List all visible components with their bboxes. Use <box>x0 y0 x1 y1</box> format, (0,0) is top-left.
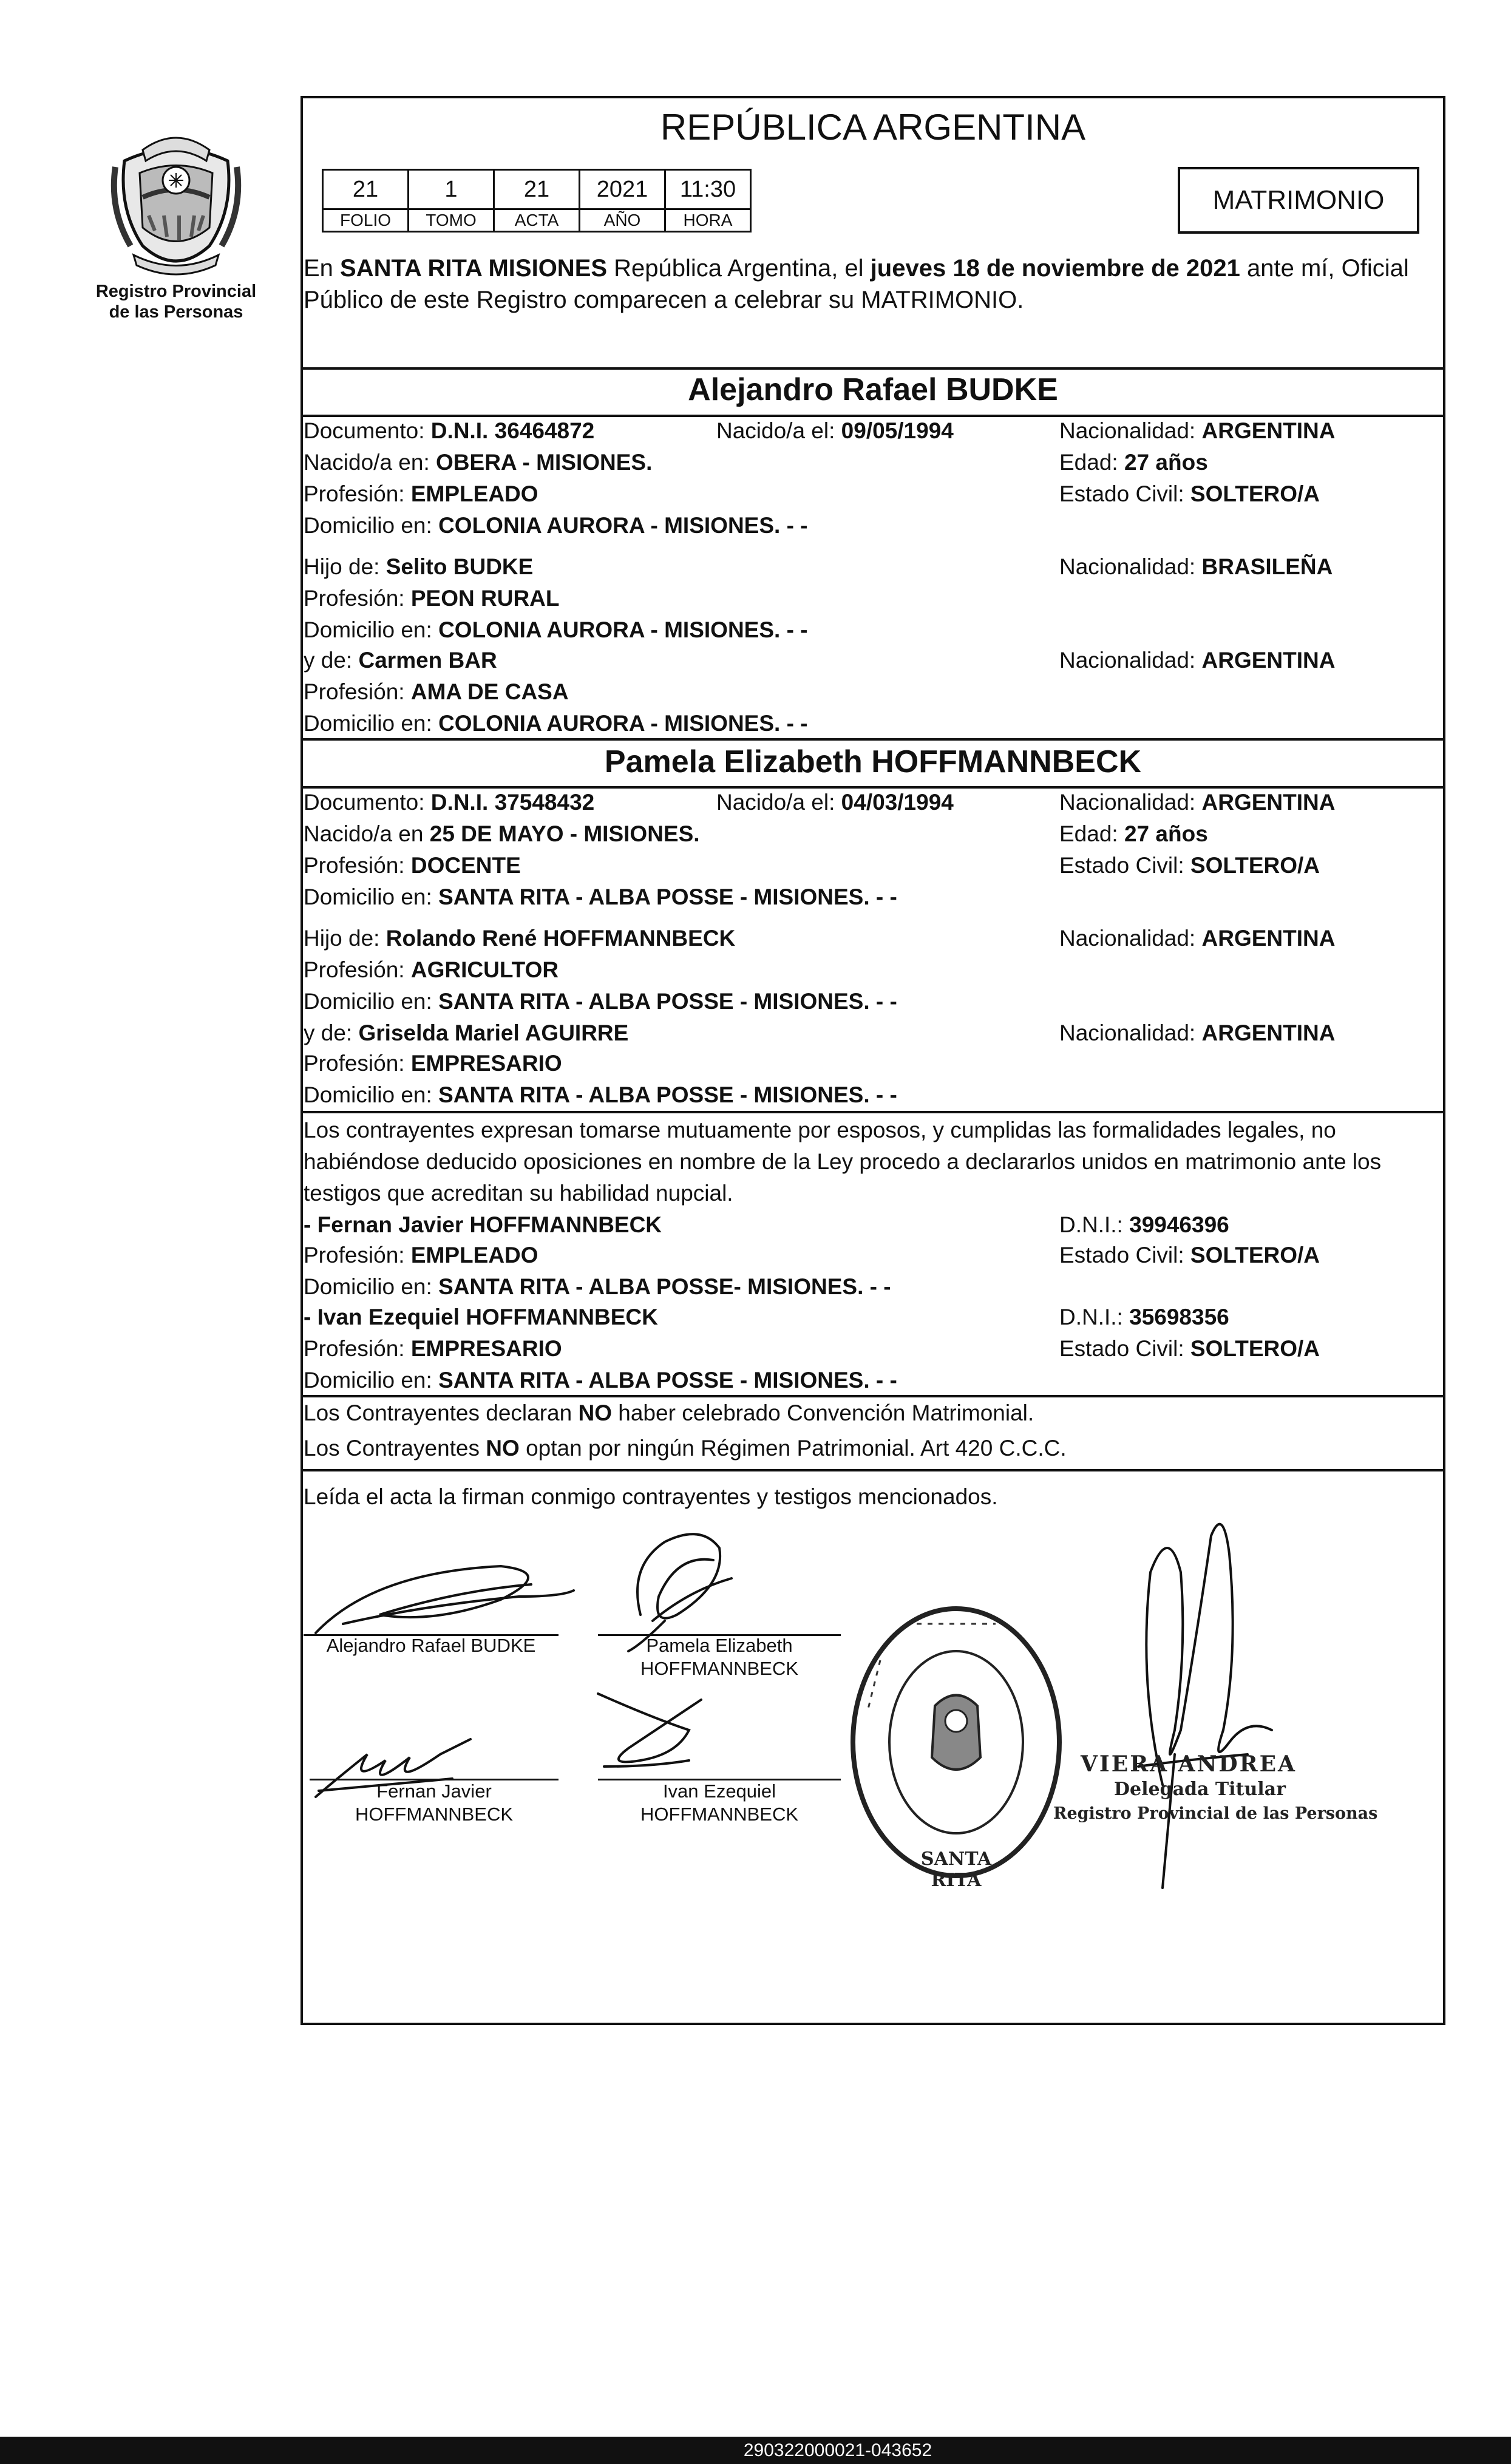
anio-label: AÑO <box>580 209 665 232</box>
spouse1-age: Edad: 27 años <box>1059 450 1208 475</box>
official-role: Delegada Titular <box>1114 1779 1286 1800</box>
official-office: Registro Provincial de las Personas <box>1053 1804 1378 1823</box>
intro-place: SANTA RITA MISIONES <box>340 255 608 282</box>
spouse1-father-profession: Profesión: PEON RURAL <box>304 586 560 611</box>
divider <box>301 786 1445 789</box>
spouse2-mother-nationality: Nacionalidad: ARGENTINA <box>1059 1020 1336 1045</box>
signature-alejandro <box>316 1566 574 1633</box>
closing-statement: Leída el acta la firman conmigo contrayentes y testigos mencionados. <box>304 1484 998 1509</box>
logo-line-1: Registro Provincial <box>95 282 257 301</box>
signature-ivan <box>598 1694 701 1767</box>
spouse2-name: Pamela Elizabeth HOFFMANNBECK <box>604 744 1142 779</box>
spouse1-mother: y de: Carmen BAR <box>304 648 497 673</box>
hora-label: HORA <box>665 209 751 232</box>
spouse1-profession: Profesión: EMPLEADO <box>304 481 538 506</box>
witness2-address: Domicilio en: SANTA RITA - ALBA POSSE - MISIONES. - - <box>304 1368 897 1393</box>
spouse1-document: Documento: D.N.I. 36464872 <box>304 418 595 443</box>
acta-value: 21 <box>494 170 580 209</box>
spouse2-document: Documento: D.N.I. 37548432 <box>304 790 595 815</box>
witness1-address: Domicilio en: SANTA RITA - ALBA POSSE- MISIONES. - - <box>304 1274 891 1299</box>
witness1-dni: D.N.I.: 39946396 <box>1059 1212 1229 1237</box>
folio-value: 21 <box>323 170 409 209</box>
spouse2-father-nationality: Nacionalidad: ARGENTINA <box>1059 926 1336 951</box>
spouse2-father-profession: Profesión: AGRICULTOR <box>304 957 559 982</box>
spouse2-age: Edad: 27 años <box>1059 821 1208 846</box>
folio-label: FOLIO <box>323 209 409 232</box>
spouse1-mother-profession: Profesión: AMA DE CASA <box>304 679 569 704</box>
spouse2-father: Hijo de: Rolando René HOFFMANNBECK <box>304 926 736 951</box>
act-type-box: MATRIMONIO <box>1178 167 1419 234</box>
spouse2-nationality: Nacionalidad: ARGENTINA <box>1059 790 1336 815</box>
spouse1-birthdate: Nacido/a el: 09/05/1994 <box>716 418 954 443</box>
official-name: VIERA ANDREA <box>1081 1751 1297 1777</box>
spouse2-mother: y de: Griselda Mariel AGUIRRE <box>304 1020 629 1045</box>
tomo-label: TOMO <box>409 209 494 232</box>
spouse1-mother-address: Domicilio en: COLONIA AURORA - MISIONES. - - <box>304 711 808 736</box>
registry-stamp <box>844 1600 1068 1885</box>
spouse2-birthplace: Nacido/a en 25 DE MAYO - MISIONES. <box>304 821 700 846</box>
registry-logo <box>85 124 267 322</box>
tomo-value: 1 <box>409 170 494 209</box>
document-title: REPÚBLICA ARGENTINA <box>660 107 1086 148</box>
declaration-paragraph: Los contrayentes expresan tomarse mutuamente por esposos, y cumplidas las formalidades legales, no habiéndose deducido oposiciones en nombre de la Ley procedo a declararlos unidos en matrimonio ante los testigos que acreditan su habilidad nupcial. <box>304 1118 1382 1206</box>
spouse2-father-address: Domicilio en: SANTA RITA - ALBA POSSE - MISIONES. - - <box>304 989 897 1014</box>
intro-date: jueves 18 de noviembre de 2021 <box>870 255 1240 282</box>
witness2-civil-status: Estado Civil: SOLTERO/A <box>1059 1336 1320 1361</box>
signature-label-ivan: Ivan Ezequiel HOFFMANNBECK <box>640 1780 799 1825</box>
record-reference-table <box>322 169 752 232</box>
note-patrimonial-regime: Los Contrayentes NO optan por ningún Régimen Patrimonial. Art 420 C.C.C. <box>304 1436 1067 1461</box>
divider <box>301 1111 1445 1113</box>
spouse1-father-nationality: Nacionalidad: BRASILEÑA <box>1059 554 1333 579</box>
witness2-name: - Ivan Ezequiel HOFFMANNBECK <box>304 1305 658 1329</box>
divider <box>301 367 1445 370</box>
divider <box>301 415 1445 417</box>
spouse2-profession: Profesión: DOCENTE <box>304 853 521 878</box>
signature-label-pamela: Pamela Elizabeth HOFFMANNBECK <box>640 1635 799 1679</box>
province-seal-icon <box>106 124 246 276</box>
witness1-profession: Profesión: EMPLEADO <box>304 1243 538 1268</box>
divider <box>301 1395 1445 1397</box>
spouse1-name: Alejandro Rafael BUDKE <box>688 372 1058 407</box>
spouse2-address: Domicilio en: SANTA RITA - ALBA POSSE - MISIONES. - - <box>304 884 897 909</box>
divider <box>301 738 1445 741</box>
hora-value: 11:30 <box>665 170 751 209</box>
spouse1-father-address: Domicilio en: COLONIA AURORA - MISIONES. - - <box>304 617 808 642</box>
anio-value: 2021 <box>580 170 665 209</box>
signature-official <box>1138 1524 1272 1888</box>
divider <box>301 1469 1445 1471</box>
spouse1-father: Hijo de: Selito BUDKE <box>304 554 534 579</box>
stamp-inner-text: SANTA RITA <box>920 1848 992 1891</box>
intro-paragraph: En SANTA RITA MISIONES República Argentina, el jueves 18 de noviembre de 2021 ante mí, Oficial Público de este Registro comparecen a celebrar su MATRIMONIO. <box>304 255 1409 313</box>
signature-label-alejandro: Alejandro Rafael BUDKE <box>326 1635 536 1656</box>
scan-footer-code: 290322000021-043652 <box>743 2440 932 2460</box>
spouse1-birthplace: Nacido/a en: OBERA - MISIONES. <box>304 450 653 475</box>
spouse2-mother-profession: Profesión: EMPRESARIO <box>304 1051 562 1076</box>
acta-label: ACTA <box>494 209 580 232</box>
note-matrimonial-convention: Los Contrayentes declaran NO haber celebrado Convención Matrimonial. <box>304 1400 1034 1425</box>
witness1-civil-status: Estado Civil: SOLTERO/A <box>1059 1243 1320 1268</box>
witness2-profession: Profesión: EMPRESARIO <box>304 1336 562 1361</box>
spouse1-address: Domicilio en: COLONIA AURORA - MISIONES. - - <box>304 513 808 538</box>
spouse2-civil-status: Estado Civil: SOLTERO/A <box>1059 853 1320 878</box>
signature-label-fernan: Fernan Javier HOFFMANNBECK <box>355 1780 514 1825</box>
witness1-name: - Fernan Javier HOFFMANNBECK <box>304 1212 662 1237</box>
witness2-dni: D.N.I.: 35698356 <box>1059 1305 1229 1329</box>
spouse2-mother-address: Domicilio en: SANTA RITA - ALBA POSSE - MISIONES. - - <box>304 1082 897 1107</box>
spouse1-nationality: Nacionalidad: ARGENTINA <box>1059 418 1336 443</box>
spouse1-mother-nationality: Nacionalidad: ARGENTINA <box>1059 648 1336 673</box>
spouse1-civil-status: Estado Civil: SOLTERO/A <box>1059 481 1320 506</box>
spouse2-birthdate: Nacido/a el: 04/03/1994 <box>716 790 954 815</box>
logo-line-2: de las Personas <box>109 302 243 322</box>
